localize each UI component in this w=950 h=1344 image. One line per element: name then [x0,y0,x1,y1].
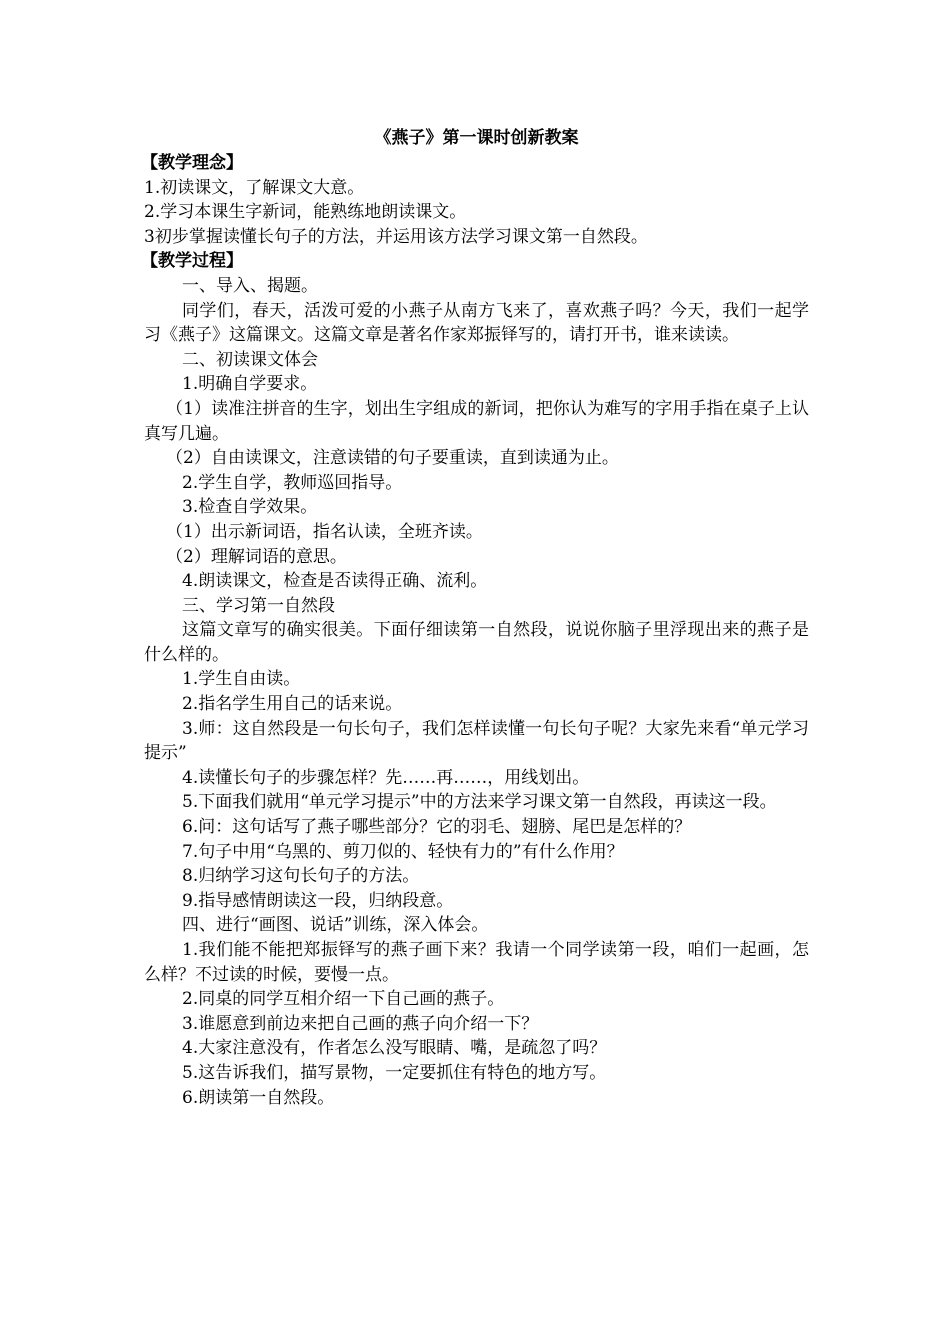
process-paragraph: 4.朗读课文，检查是否读得正确、流利。 [182,571,488,592]
process-paragraph: 1.我们能不能把郑振铎写的燕子画下来？我请一个同学读第一段，咱们一起画，怎么样？不过读的时候，要慢一点。 [144,940,809,985]
process-paragraph: 5.下面我们就用“单元学习提示”中的方法来学习课文第一自然段，再读这一段。 [182,792,777,813]
process-paragraph: 1.学生自由读。 [182,669,301,690]
process-paragraph: 7.句子中用“乌黑的、剪刀似的、轻快有力的”有什么作用？ [182,841,624,862]
process-paragraph: 1.明确自学要求。 [182,374,318,395]
process-paragraph: 同学们，春天，活泼可爱的小燕子从南方飞来了，喜欢燕子吗？今天，我们一起学习《燕子》这篇课文。这篇文章是著名作家郑振铎写的，请打开书，谁来读读。 [144,300,809,346]
philosophy-item: 2.学习本课生字新词，能熟练地朗读课文。 [144,202,467,223]
teaching-philosophy-list [144,176,809,250]
philosophy-item: 3初步掌握读懂长句子的方法，并运用该方法学习课文第一自然段。 [144,226,648,247]
philosophy-item: 1.初读课文，了解课文大意。 [144,177,365,198]
process-paragraph: 这篇文章写的确实很美。下面仔细读第一自然段，说说你脑子里浮现出来的燕子是什么样的。 [144,620,809,665]
process-paragraph: 3.谁愿意到前边来把自己画的燕子向介绍一下？ [182,1013,539,1034]
process-paragraph: 4.读懂长句子的步骤怎样？先……再……，用线划出。 [182,767,590,788]
process-paragraph: 6.朗读第一自然段。 [182,1087,335,1108]
process-paragraph: 6.问：这句话写了燕子哪些部分？它的羽毛、翅膀、尾巴是怎样的？ [182,817,692,838]
document-page [141,125,809,1110]
teaching-process-list [144,274,809,1110]
section-heading-teaching-process: 【教学过程】 [141,251,243,272]
process-paragraph: （1）读准注拼音的生字，划出生字组成的新词，把你认为难写的字用手指在桌子上认真写几遍。 [144,398,809,444]
process-paragraph: （1）出示新词语，指名认读，全班齐读。 [166,521,483,542]
process-paragraph: 8.归纳学习这句长句子的方法。 [182,866,420,887]
process-paragraph: 2.学生自学，教师巡回指导。 [182,472,403,493]
process-paragraph: （2）自由读课文，注意读错的句子要重读，直到读通为止。 [166,448,619,469]
section-heading-teaching-philosophy: 【教学理念】 [141,153,243,173]
document-title: 《燕子》第一课时创新教案 [374,128,579,148]
process-paragraph: 2.同桌的同学互相介绍一下自己画的燕子。 [182,989,505,1010]
process-paragraph: 一、导入、揭题。 [182,275,318,296]
process-paragraph: 3.师：这自然段是一句长句子，我们怎样读懂一句长句子呢？大家先来看“单元学习提示” [144,718,809,764]
process-paragraph: 9.指导感情朗读这一段，归纳段意。 [182,890,454,911]
process-paragraph: 5.这告诉我们，描写景物，一定要抓住有特色的地方写。 [182,1062,607,1083]
process-paragraph: 三、学习第一自然段 [182,595,335,616]
process-paragraph: 4.大家注意没有，作者怎么没写眼睛、嘴，是疏忽了吗？ [182,1038,607,1059]
process-paragraph: 四、进行“画图、说话”训练，深入体会。 [182,915,489,936]
process-paragraph: 二、初读课文体会 [182,349,318,370]
process-paragraph: （2）理解词语的意思。 [166,546,347,567]
process-paragraph: 2.指名学生用自己的话来说。 [182,694,403,715]
process-paragraph: 3.检查自学效果。 [182,497,318,518]
